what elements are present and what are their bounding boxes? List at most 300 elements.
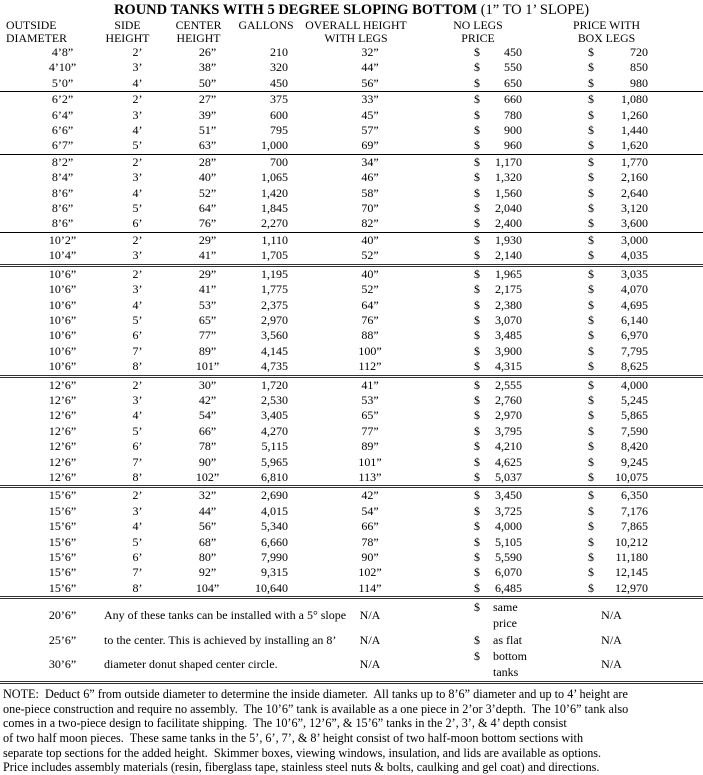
dollar-sign: $ (588, 185, 594, 200)
cell-box-legs-price-amount: 7,865 (621, 519, 648, 534)
cell-overall-height: 77” (361, 423, 379, 438)
cell-no-legs-price-amount: 780 (504, 107, 522, 122)
cell-no-legs-price-amount: 5,590 (495, 550, 522, 564)
table-row (0, 344, 703, 359)
cell-gallons: 5,115 (261, 439, 288, 454)
dollar-sign: $ (474, 138, 480, 153)
cell-outside-diameter: 10’6” (0, 265, 100, 282)
cell-no-legs-price-amount: 2,970 (495, 408, 522, 423)
table-row (0, 138, 703, 154)
cell-no-legs-price (440, 393, 550, 408)
cell-no-legs-price-amount: 1,320 (495, 170, 522, 185)
dollar-sign: $ (474, 216, 480, 231)
cell-no-legs-price-box (440, 216, 550, 231)
cell-no-legs-price (440, 108, 550, 123)
cell-no-legs-price-amount: 2,140 (495, 248, 522, 263)
dollar-sign: $ (588, 60, 594, 75)
cell-no-legs-price (440, 487, 550, 504)
cell-gallons: 5,965 (261, 454, 288, 469)
cell-no-legs-price-amount: 1,965 (495, 266, 522, 281)
dollar-sign: $ (588, 580, 594, 595)
cell-overall-height: N/A (300, 598, 440, 632)
cell-box-legs-price-box (550, 138, 703, 153)
cell-overall-height: 46” (361, 170, 379, 185)
cell-box-legs-price (550, 313, 703, 328)
cell-overall-height: 54” (361, 503, 379, 518)
table-row (0, 60, 703, 75)
cell-box-legs-price-amount: 5,245 (621, 392, 648, 407)
cell-center-height: 76” (198, 216, 217, 231)
cell-side-height: 5’ (132, 201, 143, 216)
cell-side-height: 8’ (132, 359, 143, 374)
cell-side-height: 6’ (132, 439, 143, 454)
cell-gallons: 1,065 (261, 170, 288, 185)
dollar-sign: $ (474, 328, 480, 343)
cell-installation-note: to the center. This is achieved by installing an 8’ (104, 632, 337, 647)
cell-no-legs-price (440, 408, 550, 423)
cell-box-legs-price (550, 550, 703, 565)
table-row (0, 154, 703, 170)
dollar-sign: $ (588, 248, 594, 263)
cell-overall-height: 90” (361, 550, 379, 564)
dollar-sign: $ (588, 216, 594, 231)
cell-box-legs-price (550, 439, 703, 454)
cell-box-legs-price (550, 344, 703, 359)
cell-overall-height: 66” (361, 519, 379, 534)
page-title-main: ROUND TANKS WITH 5 DEGREE SLOPING BOTTOM (113, 2, 478, 18)
cell-no-legs-price-amount: 1,930 (495, 232, 522, 247)
cell-no-legs-price-amount: 1,170 (495, 154, 522, 169)
cell-no-legs-price (440, 154, 550, 170)
dollar-sign: $ (588, 45, 594, 59)
cell-side-height: 3’ (132, 60, 143, 75)
cell-side-height: 2’ (100, 376, 175, 393)
cell-no-legs-price (440, 123, 550, 138)
cell-gallons: 320 (270, 60, 288, 75)
table-row (0, 282, 703, 297)
cell-overall-height: 34” (300, 154, 440, 170)
cell-outside-diameter: 12’6” (0, 376, 100, 393)
cell-side-height: 6’ (132, 216, 143, 231)
cell-center-height: 66” (198, 423, 217, 438)
cell-side-height: 3’ (132, 107, 143, 122)
cell-no-legs-price-box (440, 201, 550, 216)
table-row (0, 232, 703, 248)
dollar-sign: $ (474, 359, 480, 374)
cell-outside-diameter: 12’6” (48, 423, 77, 438)
dollar-sign: $ (588, 519, 594, 534)
dollar-sign: $ (474, 266, 480, 281)
dollar-sign: $ (474, 519, 480, 534)
cell-box-legs-price (550, 170, 703, 185)
cell-center-height: 77” (198, 328, 217, 343)
cell-box-legs-price-amount: 6,970 (621, 328, 648, 343)
cell-box-legs-price (550, 565, 703, 580)
cell-box-legs-price-amount: 7,795 (621, 343, 648, 358)
cell-box-legs-price-amount: 8,625 (621, 359, 648, 374)
cell-no-legs-price-amount: 2,175 (495, 282, 522, 297)
cell-no-legs-price-box (440, 60, 550, 75)
cell-no-legs-price-box (440, 123, 550, 138)
cell-no-legs-price (440, 216, 550, 232)
cell-outside-diameter: 10’2” (0, 232, 100, 248)
cell-center-height: 32” (175, 487, 240, 504)
cell-box-legs-price (550, 282, 703, 297)
cell-overall-height: N/A (359, 656, 381, 671)
cell-no-legs-price-box (440, 344, 550, 359)
cell-side-height: 5’ (132, 138, 143, 153)
cell-gallons: 7,990 (261, 550, 288, 564)
cell-box-legs-price-box (550, 282, 703, 297)
cell-no-legs-price-amount: 650 (504, 75, 522, 90)
cell-gallons: 2,970 (261, 312, 288, 327)
table-row (0, 76, 703, 92)
dollar-sign: $ (588, 439, 594, 454)
cell-box-legs-price-amount: 1,080 (621, 92, 648, 107)
dollar-sign: $ (474, 439, 480, 454)
cell-side-height: 3’ (132, 503, 143, 518)
cell-box-legs-price-box (550, 216, 703, 231)
cell-no-legs-price-box (440, 519, 550, 534)
table-row (0, 376, 703, 393)
cell-side-height: 4’ (132, 297, 143, 312)
dollar-sign: $ (588, 123, 594, 138)
cell-box-legs-price (550, 581, 703, 598)
cell-no-legs-price-box (440, 439, 550, 454)
dollar-sign: $ (588, 138, 594, 153)
table-row (0, 313, 703, 328)
dollar-sign: $ (474, 297, 480, 312)
dollar-sign: $ (588, 392, 594, 407)
cell-box-legs-price-box (550, 535, 703, 550)
cell-box-legs-price-box (550, 313, 703, 328)
dollar-sign: $ (474, 550, 480, 564)
cell-no-legs-price-box (440, 408, 550, 423)
cell-no-legs-price-box (440, 155, 550, 170)
cell-side-height: 8’ (132, 469, 143, 484)
cell-outside-diameter: 30’6” (48, 656, 77, 671)
dollar-sign: $ (588, 282, 594, 297)
cell-no-legs-price-box (440, 267, 550, 282)
cell-box-legs-price-amount: 1,260 (621, 107, 648, 122)
cell-gallons: 1,195 (240, 265, 300, 282)
table-row (0, 487, 703, 504)
cell-gallons: 6,810 (261, 469, 288, 484)
cell-outside-diameter: 15’6” (48, 519, 77, 534)
cell-center-height: 29” (175, 232, 240, 248)
header-row-2 (0, 32, 703, 45)
cell-box-legs-price-box (550, 298, 703, 313)
dollar-sign: $ (588, 266, 594, 281)
cell-box-legs-price-amount: 1,620 (621, 138, 648, 153)
cell-center-height: 63” (198, 138, 217, 153)
cell-center-height: 41” (198, 248, 217, 263)
cell-installation-note: Any of these tanks can be installed with a 5° slope (100, 598, 300, 632)
cell-box-legs-price-box (550, 186, 703, 201)
cell-box-legs-price-box (550, 378, 703, 393)
cell-center-height: 89” (198, 343, 217, 358)
cell-outside-diameter: 10’6” (48, 282, 77, 297)
cell-outside-diameter: 12’6” (48, 392, 77, 407)
cell-overall-height: 113” (358, 469, 382, 484)
cell-box-legs-price-box (550, 76, 703, 91)
header-price: PRICE (461, 31, 495, 45)
cell-box-legs-price-box (550, 455, 703, 470)
cell-box-legs-price (550, 470, 703, 487)
dollar-sign: $ (474, 580, 480, 595)
cell-no-legs-price (440, 232, 550, 248)
dollar-sign: $ (588, 232, 594, 247)
cell-box-legs-price (550, 60, 703, 75)
cell-no-legs-price (440, 535, 550, 550)
cell-side-height: 6’ (132, 550, 143, 564)
table-row (0, 470, 703, 487)
cell-no-legs-price-amount: 2,555 (495, 377, 522, 392)
dollar-sign: $ (588, 170, 594, 185)
cell-box-legs-price-amount: 7,176 (621, 503, 648, 518)
cell-no-legs-price-box (440, 504, 550, 519)
cell-center-height: 40” (198, 170, 217, 185)
dollar-sign: $ (588, 454, 594, 469)
cell-no-legs-price-amount: 1,560 (495, 185, 522, 200)
cell-box-legs-price-amount: 6,350 (621, 488, 648, 503)
cell-box-legs-price-amount: 3,035 (621, 266, 648, 281)
cell-gallons: 10,640 (255, 580, 288, 595)
cell-box-legs-price-amount: 8,420 (621, 439, 648, 454)
cell-box-legs-price-box (550, 248, 703, 263)
cell-no-legs-price-box (440, 313, 550, 328)
cell-no-legs-price-amount: 6,485 (495, 580, 522, 595)
cell-no-legs-price-box (440, 282, 550, 297)
dollar-sign: $ (474, 312, 480, 327)
cell-outside-diameter: 15’6” (48, 580, 77, 595)
cell-no-legs-price-box (440, 378, 550, 393)
cell-no-legs-price-amount: 2,760 (495, 392, 522, 407)
cell-gallons: 5,340 (261, 519, 288, 534)
cell-side-height: 4’ (132, 75, 143, 90)
cell-no-legs-price-box (440, 108, 550, 123)
dollar-sign: $ (588, 201, 594, 216)
table-row (0, 632, 703, 648)
cell-gallons: 795 (270, 123, 288, 138)
cell-side-height: 7’ (132, 343, 143, 358)
table-row (0, 455, 703, 470)
cell-gallons: 1,775 (261, 282, 288, 297)
table-row (0, 550, 703, 565)
cell-gallons: 9,315 (261, 565, 288, 580)
header-height-1: HEIGHT (105, 31, 150, 45)
dollar-sign: $ (474, 534, 480, 549)
cell-box-legs-price (550, 154, 703, 170)
header-outside: OUTSIDE (6, 18, 57, 32)
cell-side-height: 3’ (132, 282, 143, 297)
cell-side-height: 2’ (100, 487, 175, 504)
table-row (0, 248, 703, 265)
dollar-sign: $ (588, 154, 594, 169)
cell-outside-diameter: 12’6” (48, 469, 77, 484)
cell-no-legs-price (440, 248, 550, 265)
cell-outside-diameter: 6’6” (51, 123, 74, 138)
cell-side-height: 4’ (132, 408, 143, 423)
table-row (0, 298, 703, 313)
cell-overall-height: 58” (361, 185, 379, 200)
cell-box-legs-price-box (550, 488, 703, 503)
cell-gallons: 3,560 (261, 328, 288, 343)
cell-box-legs-price-amount: 9,245 (621, 454, 648, 469)
cell-center-height: 92” (198, 565, 217, 580)
cell-outside-diameter: 12’6” (48, 439, 77, 454)
cell-box-legs-price-amount: 4,000 (621, 377, 648, 392)
cell-overall-height: 78” (361, 534, 379, 549)
table-row (0, 439, 703, 454)
dollar-sign: $ (474, 60, 480, 75)
cell-no-legs-price-amount: same price (493, 600, 518, 631)
cell-overall-height: 32” (361, 45, 379, 59)
cell-overall-height: 42” (300, 487, 440, 504)
dollar-sign: $ (474, 107, 480, 122)
cell-overall-height: 40” (300, 265, 440, 282)
cell-box-legs-price (550, 376, 703, 393)
cell-no-legs-price (440, 186, 550, 201)
cell-box-legs-price-box (550, 408, 703, 423)
cell-box-legs-price-amount: 3,600 (621, 216, 648, 231)
cell-box-legs-price-box (550, 328, 703, 343)
cell-gallons: 6,660 (261, 534, 288, 549)
cell-box-legs-price-box (550, 439, 703, 454)
cell-side-height: 2’ (100, 265, 175, 282)
cell-box-legs-price-amount: 5,865 (621, 408, 648, 423)
cell-center-height: 64” (198, 201, 217, 216)
cell-center-height: 38” (198, 60, 217, 75)
cell-no-legs-price (440, 424, 550, 439)
cell-outside-diameter: 15’6” (48, 503, 77, 518)
dollar-sign: $ (588, 328, 594, 343)
cell-no-legs-price (440, 344, 550, 359)
cell-no-legs-price-box (440, 581, 550, 596)
cell-no-legs-price-box (440, 298, 550, 313)
cell-overall-height: 52” (361, 248, 379, 263)
cell-box-legs-price (550, 359, 703, 376)
header-gallons: GALLONS (238, 18, 294, 32)
cell-no-legs-price (440, 648, 550, 680)
cell-no-legs-price-box (440, 170, 550, 185)
cell-overall-height: N/A (359, 632, 381, 647)
cell-center-height: 104” (195, 580, 220, 595)
cell-no-legs-price (440, 519, 550, 534)
cell-overall-height: 82” (361, 216, 379, 231)
cell-gallons: 1,845 (261, 201, 288, 216)
cell-center-height: 52” (198, 185, 217, 200)
cell-overall-height: 69” (361, 138, 379, 153)
cell-overall-height: 41” (300, 376, 440, 393)
cell-side-height: 2’ (100, 232, 175, 248)
cell-no-legs-price-amount: 660 (504, 92, 522, 107)
cell-no-legs-price (440, 455, 550, 470)
dollar-sign: $ (474, 377, 480, 392)
cell-box-legs-price (550, 76, 703, 92)
dollar-sign: $ (474, 565, 480, 580)
header-box-legs: BOX LEGS (577, 31, 636, 45)
note-line-2: one-piece construction and require no assembly. The 10’6” tank is available as a one piece in 2’or 3’depth. The 10’6” tank also (3, 701, 629, 716)
cell-center-height: 27” (175, 92, 240, 108)
dollar-sign: $ (474, 343, 480, 358)
cell-center-height: 28” (175, 154, 240, 170)
cell-outside-diameter: 4’10” (48, 60, 77, 75)
cell-overall-height: 100” (358, 343, 382, 358)
cell-outside-diameter: 25’6” (48, 632, 77, 647)
cell-side-height: 3’ (132, 392, 143, 407)
cell-no-legs-price (440, 598, 550, 632)
cell-overall-height: 56” (361, 75, 379, 90)
header-center: CENTER (175, 18, 222, 32)
cell-center-height: 78” (198, 439, 217, 454)
table-row (0, 393, 703, 408)
cell-center-height: 39” (198, 107, 217, 122)
cell-center-height: 26” (198, 45, 217, 59)
cell-outside-diameter: 6’2” (0, 92, 100, 108)
cell-side-height: 7’ (132, 565, 143, 580)
cell-no-legs-price-amount: bottom tanks (493, 648, 528, 680)
cell-box-legs-price (550, 232, 703, 248)
table-header (0, 19, 703, 45)
cell-outside-diameter: 15’6” (0, 487, 100, 504)
dollar-sign: $ (474, 600, 480, 615)
cell-box-legs-price-amount: 980 (630, 75, 648, 90)
note-line-1: NOTE: Deduct 6” from outside diameter to determine the inside diameter. All tanks up to 8’6” diameter and up to 4’ height are (3, 687, 628, 702)
table-row (0, 108, 703, 123)
header-height-2: HEIGHT (176, 31, 221, 45)
cell-no-legs-price (440, 565, 550, 580)
dollar-sign: $ (588, 343, 594, 358)
cell-no-legs-price (440, 470, 550, 487)
dollar-sign: $ (474, 201, 480, 216)
cell-no-legs-price-box (440, 632, 550, 648)
cell-gallons: 1,420 (261, 185, 288, 200)
dollar-sign: $ (474, 92, 480, 107)
header-side: SIDE (114, 18, 141, 32)
cell-gallons: 1,000 (261, 138, 288, 153)
cell-no-legs-price-amount: 3,070 (495, 312, 522, 327)
cell-side-height: 5’ (132, 534, 143, 549)
dollar-sign: $ (588, 297, 594, 312)
cell-overall-height: 88” (361, 328, 379, 343)
cell-box-legs-price-box (550, 424, 703, 439)
dollar-sign: $ (588, 359, 594, 374)
cell-box-legs-price (550, 108, 703, 123)
cell-gallons: 375 (240, 92, 300, 108)
cell-no-legs-price (440, 298, 550, 313)
table-row (0, 186, 703, 201)
cell-no-legs-price-amount: 3,485 (495, 328, 522, 343)
dollar-sign: $ (588, 503, 594, 518)
cell-box-legs-price (550, 504, 703, 519)
cell-box-legs-price (550, 328, 703, 343)
cell-center-height: 65” (198, 312, 217, 327)
cell-no-legs-price-amount: 2,400 (495, 216, 522, 231)
cell-box-legs-price-box (550, 581, 703, 596)
cell-box-legs-price-amount: 4,070 (621, 282, 648, 297)
cell-side-height: 8’ (132, 580, 143, 595)
cell-box-legs-price-box (550, 393, 703, 408)
table-row (0, 123, 703, 138)
cell-box-legs-price-amount: 4,695 (621, 297, 648, 312)
cell-no-legs-price-amount: as flat (493, 632, 522, 647)
cell-overall-height: 114” (358, 580, 382, 595)
cell-no-legs-price-amount: 6,070 (495, 565, 522, 580)
cell-overall-height: 40” (300, 232, 440, 248)
cell-box-legs-price-box (550, 504, 703, 519)
cell-box-legs-price-amount: 7,590 (621, 423, 648, 438)
